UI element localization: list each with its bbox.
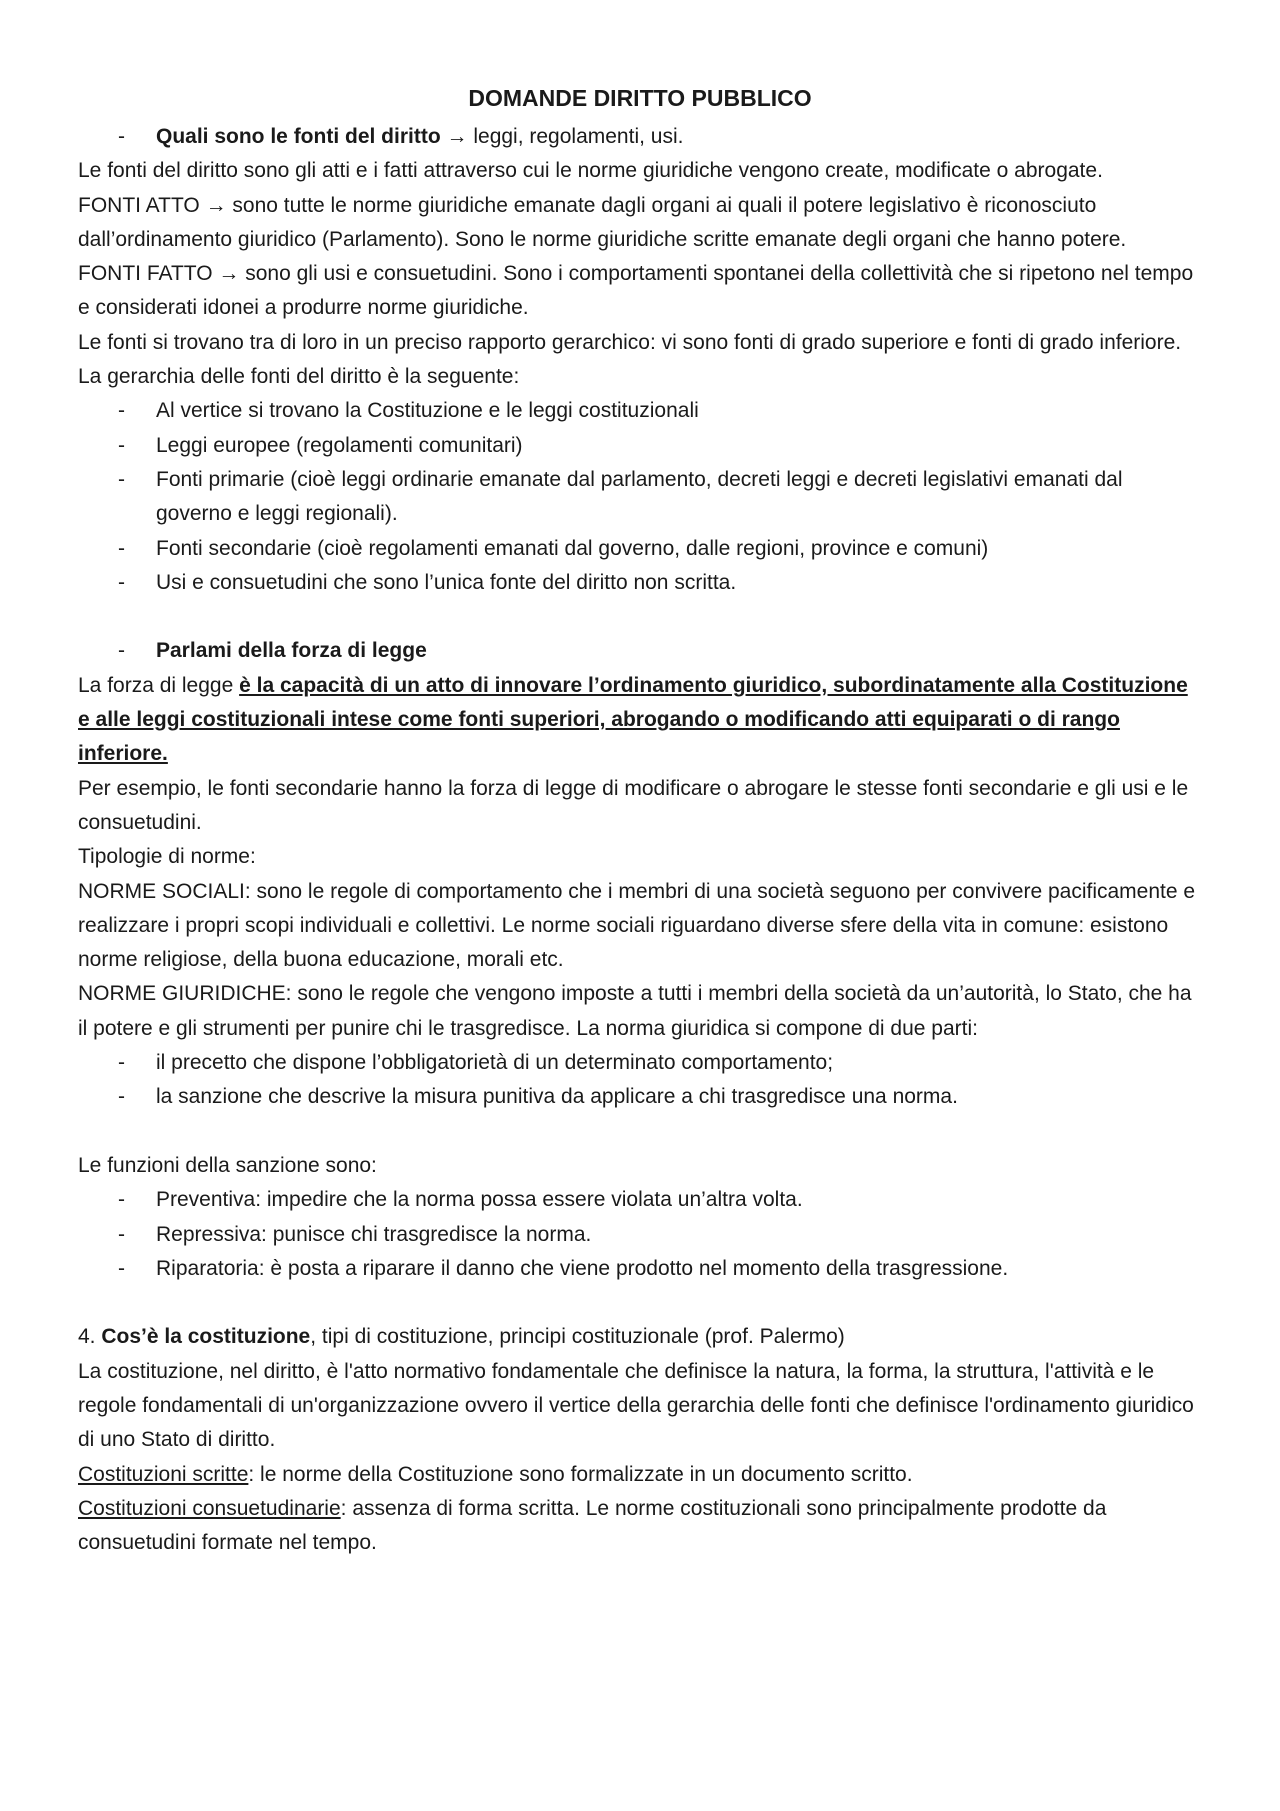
norm-types-heading: Tipologie di norme:	[78, 845, 256, 869]
question-4	[78, 1320, 1202, 1354]
norme-giuridiche-paragraph: NORME GIURIDICHE: sono le regole che vengono imposte a tutti i membri della società da un’autorità, lo Stato, che ha il potere e gli strumenti per punire chi le trasgredisce. La norma giuridica si compone di due parti:	[78, 982, 1192, 1040]
norm-parts-list	[78, 1046, 1202, 1115]
sanction-functions-heading: Le funzioni della sanzione sono:	[78, 1153, 377, 1177]
forza-example: Per esempio, le fonti secondarie hanno la forza di legge di modificare o abrogare le stesse fonti secondarie e gli usi e le consuetudini.	[78, 776, 1189, 834]
dash-marker: -	[118, 399, 125, 423]
list-item-text: la sanzione che descrive la misura punitiva da applicare a chi trasgredisce una norma.	[156, 1085, 958, 1109]
dash-marker: -	[118, 1051, 125, 1075]
dash-marker: -	[118, 433, 125, 457]
list-item-text: Repressiva: punisce chi trasgredisce la norma.	[156, 1222, 592, 1246]
customary-label: Costituzioni consuetudinarie	[78, 1496, 341, 1520]
sources-definition: Le fonti del diritto sono gli atti e i fatti attraverso cui le norme giuridiche vengono create, modificate o abrogate.	[78, 159, 1103, 183]
list-item-text: Fonti primarie (cioè leggi ordinarie emanate dal parlamento, decreti leggi e decreti legislativi emanati dal governo e leggi regionali).	[156, 467, 1123, 526]
dash-marker: -	[118, 639, 125, 663]
list-item-text: Riparatoria: è posta a riparare il danno che viene prodotto nel momento della trasgressione.	[156, 1256, 1009, 1280]
spacer	[78, 600, 1202, 634]
question-1-list	[78, 120, 1202, 154]
written-label: Costituzioni scritte	[78, 1462, 249, 1486]
question-2	[78, 634, 1202, 668]
fonti-fatto-paragraph	[78, 257, 1202, 326]
written-constitutions	[78, 1458, 1202, 1492]
dash-marker: -	[118, 570, 125, 594]
forza-emphasis: è la capacità di un atto di innovare l’ordinamento giuridico, subordinatamente alla Costituzione e alle leggi costituzionali intese come fonti superiori, abrogando o modificando atti equiparati o di rango inferiore.	[78, 673, 1188, 766]
list-item	[78, 1252, 1202, 1286]
fonti-atto-label: FONTI ATTO	[78, 193, 200, 217]
question-4-rest: , tipi di costituzione, principi costituzionale (prof. Palermo)	[310, 1325, 845, 1349]
list-item	[78, 394, 1202, 428]
fonti-fatto-text: sono gli usi e consuetudini. Sono i comportamenti spontanei della collettività che si ripetono nel tempo e considerati idonei a produrre norme giuridiche.	[78, 262, 1194, 320]
question-1	[78, 120, 1202, 154]
arrow-icon: →	[446, 125, 468, 148]
question-4-number: 4.	[78, 1325, 102, 1349]
list-item-text: Usi e consuetudini che sono l’unica fonte del diritto non scritta.	[156, 570, 737, 594]
fonti-atto-text: sono tutte le norme giuridiche emanate dagli organi ai quali il potere legislativo è riconosciuto dall’ordinamento giuridico (Parlamento). Sono le norme giuridiche scritte emanate degli organi che hanno potere.	[78, 193, 1127, 251]
list-item	[78, 463, 1202, 532]
dash-marker: -	[118, 467, 125, 491]
question-2-title: Parlami della forza di legge	[156, 639, 427, 663]
dash-marker: -	[118, 1256, 125, 1280]
fonti-fatto-label: FONTI FATTO	[78, 262, 213, 286]
fonti-atto-paragraph	[78, 189, 1202, 258]
hierarchy-relation-paragraph: Le fonti si trovano tra di loro in un preciso rapporto gerarchico: vi sono fonti di grado superiore e fonti di grado inferiore.	[78, 330, 1182, 354]
list-item-text: Al vertice si trovano la Costituzione e le leggi costituzionali	[156, 399, 699, 423]
dash-marker: -	[118, 1188, 125, 1212]
spacer	[78, 1115, 1202, 1149]
question-1-answer: leggi, regolamenti, usi.	[467, 125, 684, 148]
costituzione-definition: La costituzione, nel diritto, è l'atto normativo fondamentale che definisce la natura, la forma, la struttura, l'attività e le regole fondamentali di un'organizzazione ovvero il vertice della gerarchia delle fonti che definisce l'ordinamento giuridico di uno Stato di diritto.	[78, 1359, 1194, 1452]
dash-marker: -	[118, 1085, 125, 1109]
forza-di-legge-definition	[78, 669, 1202, 772]
norme-sociali-paragraph: NORME SOCIALI: sono le regole di comportamento che i membri di una società seguono per convivere pacificamente e realizzare i propri scopi individuali e collettivi. Le norme sociali riguardano diverse sfere della vita in comune: esistono norme religiose, della buona educazione, morali etc.	[78, 879, 1196, 972]
forza-lead: La forza di legge	[78, 673, 240, 697]
arrow-icon: →	[205, 193, 227, 217]
list-item	[78, 1046, 1202, 1080]
list-item-text: Leggi europee (regolamenti comunitari)	[156, 433, 523, 457]
question-2-list	[78, 634, 1202, 668]
arrow-icon: →	[218, 262, 240, 286]
list-item	[78, 532, 1202, 566]
dash-marker: -	[118, 1222, 125, 1246]
hierarchy-list	[78, 394, 1202, 600]
question-1-title: Quali sono le fonti del diritto	[156, 125, 441, 148]
list-item	[78, 1218, 1202, 1252]
customary-text: : assenza di forma scritta. Le norme costituzionali sono principalmente prodotte da consuetudini formate nel tempo.	[78, 1496, 1107, 1555]
list-item	[78, 429, 1202, 463]
list-item-text: il precetto che dispone l’obbligatorietà di un determinato comportamento;	[156, 1051, 834, 1075]
customary-constitutions	[78, 1492, 1202, 1561]
list-item	[78, 1080, 1202, 1114]
list-item	[78, 566, 1202, 600]
list-item-text: Fonti secondarie (cioè regolamenti emanati dal governo, dalle regioni, province e comuni)	[156, 536, 989, 560]
dash-marker: -	[118, 536, 125, 560]
list-item-text: Preventiva: impedire che la norma possa essere violata un’altra volta.	[156, 1188, 803, 1212]
written-text: : le norme della Costituzione sono formalizzate in un documento scritto.	[248, 1462, 913, 1486]
dash-marker: -	[118, 125, 125, 148]
sanction-functions-list	[78, 1183, 1202, 1286]
page-title: DOMANDE DIRITTO PUBBLICO	[468, 85, 812, 111]
spacer	[78, 1286, 1202, 1320]
list-item	[78, 1183, 1202, 1217]
hierarchy-heading: La gerarchia delle fonti del diritto è la seguente:	[78, 365, 520, 389]
question-4-title: Cos’è la costituzione	[101, 1325, 311, 1349]
